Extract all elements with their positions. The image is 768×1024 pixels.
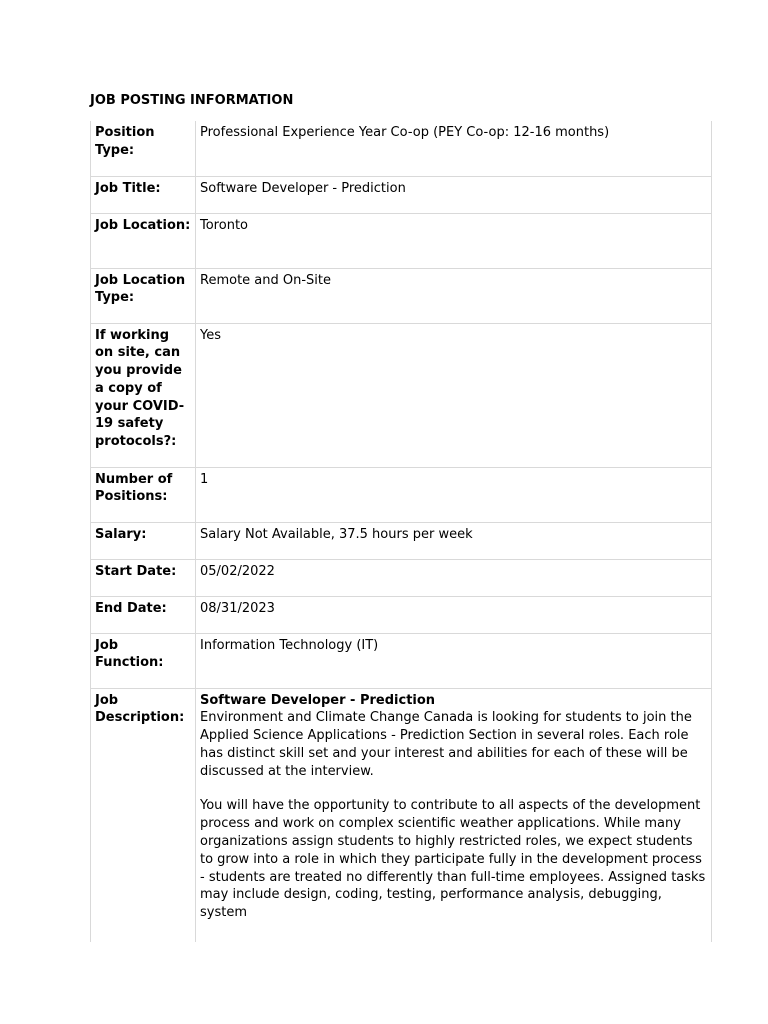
description-heading: Software Developer - Prediction [200,692,436,708]
description-paragraph: You will have the opportunity to contribute to all aspects of the development process and work on complex scientific weather applications. While many organizations assign students to highly restricted roles, we expect students to grow into a role in which they participate fully in the development process - students are treated no differently than full-time employees. Assigned tasks may include design, coding, testing, performance analysis, debugging, system [200,798,706,921]
table-row-start-date [91,559,712,596]
row-value: 1 [196,467,712,522]
table-row-position-type [91,121,712,176]
row-label: Position Type: [91,121,196,176]
row-label: Job Description: [91,688,196,942]
row-label: If working on site, can you provide a copy of your COVID-19 safety protocols?: [91,323,196,467]
row-label: End Date: [91,596,196,633]
job-posting-table [90,121,712,942]
job-description [196,688,712,942]
table-row-covid-protocols [91,323,712,467]
row-value: Software Developer - Prediction [196,176,712,213]
row-label: Salary: [91,522,196,559]
row-value: 05/02/2022 [196,559,712,596]
row-label: Start Date: [91,559,196,596]
table-row-end-date [91,596,712,633]
row-value: Toronto [196,213,712,268]
row-label: Job Location: [91,213,196,268]
row-label: Job Title: [91,176,196,213]
table-row-job-function [91,633,712,688]
description-paragraph: Environment and Climate Change Canada is looking for students to join the Applied Science Applications - Prediction Section in several roles. Each role has distinct skill set and your interest and abilities for each of these will be discussed at the interview. [200,710,692,779]
row-value: Information Technology (IT) [196,633,712,688]
row-value: 08/31/2023 [196,596,712,633]
table-row-salary [91,522,712,559]
row-label: Number of Positions: [91,467,196,522]
table-row-job-location-type [91,268,712,323]
row-label: Job Function: [91,633,196,688]
section-title: JOB POSTING INFORMATION [90,93,294,108]
table-row-job-location [91,213,712,268]
row-value: Remote and On-Site [196,268,712,323]
table-row-job-title [91,176,712,213]
row-value: Yes [196,323,712,467]
row-value: Professional Experience Year Co-op (PEY Co-op: 12-16 months) [196,121,712,176]
row-label: Job Location Type: [91,268,196,323]
table-row-job-description [91,688,712,942]
table-row-number-of-positions [91,467,712,522]
row-value: Salary Not Available, 37.5 hours per week [196,522,712,559]
